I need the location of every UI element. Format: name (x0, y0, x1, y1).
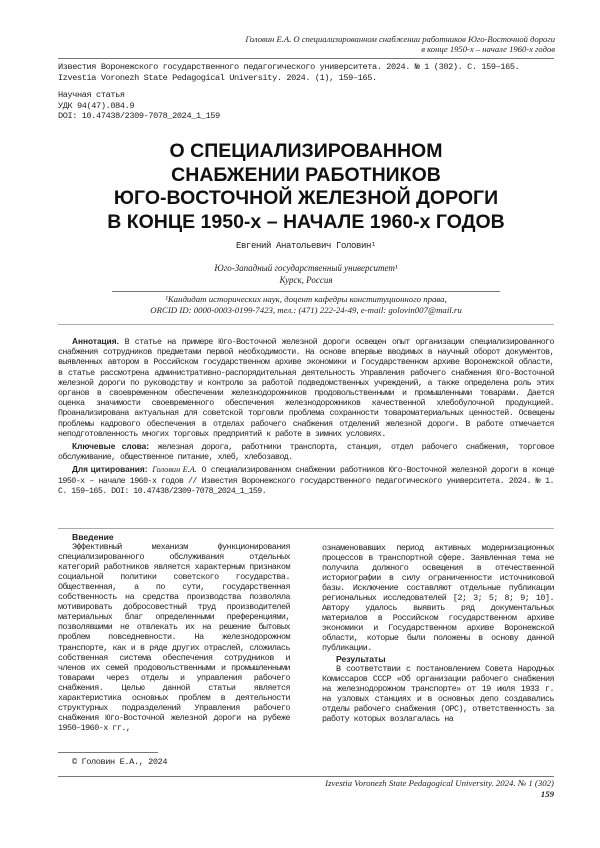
abstract (58, 336, 554, 440)
author-note-line2: ORCID ID: 0000-0003-0199-7423, тел.: (471) 222-24-49, e-mail: golovin007@mail.ru (150, 305, 462, 315)
keywords (58, 441, 554, 463)
source-citation (58, 62, 519, 83)
abstract-top-divider (58, 324, 554, 325)
citation-author: Головин Е.А. (152, 465, 197, 475)
header-divider (58, 58, 554, 59)
title-line-3: ЮГО-ВОСТОЧНОЙ ЖЕЛЕЗНОЙ ДОРОГИ (113, 187, 499, 209)
left-column (58, 532, 290, 733)
abstract-label: Аннотация. (72, 336, 119, 346)
abstract-text: В статье на примере Юго-Восточной железной дороги освещен опыт организации специализированного снабжения сотрудников предметами первой необходимости. На основе впервые вводимых в научный оборот документов, выявленных автором в Российском государственном архиве экономики и Государственном архиве Воронежской области, в статье рассмотрена административно-распорядительная деятельность Управления рабочего снабжения Юго-Восточной железной дороги по руководству и контролю за работой подведомственных учреждений, а также определена роль этих органов в своевременном обеспечении железнодорожников продовольственными и промышленными товарами. Дается оценка значимости своевременного обеспечения железнодорожников качественной хлебобулочной продукцией. Проанализирована актуальная для советской торговли проблема сохранности товароматериальных ценностей. Освещены проблемы кадрового обеспечения в отделах рабочего снабжения отделений железной дороги. В работе отмечается неподготовленность многих торговых предприятий к работе в зимних условиях. (58, 338, 554, 439)
copyright-footnote: © Головин Е.А., 2024 (72, 757, 168, 767)
continued-paragraph: ознаменовавших период активных модернизационных процессов в транспортной сфере. Заявленная тема не получила должного освещения в отечественной историографии в силу ограниченности источниковой базы. Исключение составляют отдельные публикации региональных исследователей [2; 3; 5; 8; 9; 10]. Автору удалось выявить ряд документальных материалов в Российском государственном архиве экономики и Государственном архиве Воронежской области, которые были положены в основу данной публикации. (322, 543, 554, 654)
author-note (58, 294, 554, 316)
abstract-block (58, 336, 554, 497)
udk: УДК 94(47).084.9 (58, 100, 135, 111)
running-head-line2: в конце 1950-х – начале 1960-х годов (421, 44, 555, 54)
running-head (150, 34, 555, 54)
citation (58, 464, 554, 497)
intro-heading: Введение (72, 532, 114, 542)
running-head-line1: Головин Е.А. О специализированном снабжении работников Юго-Восточной дороги (245, 34, 555, 44)
author-note-divider (112, 291, 500, 292)
doi: DOI: 10.47438/2309-7078_2024_1_159 (58, 111, 220, 121)
article-type: Научная статья (58, 90, 125, 100)
page-footer (150, 778, 554, 800)
affiliation-org: Юго-Западный государственный университет¹ (214, 263, 398, 273)
footnote-divider (58, 752, 158, 753)
abstract-bottom-divider (58, 528, 554, 529)
source-en: Izvestia Voronezh State Pedagogical University. 2024. (1), 159–165. (58, 72, 377, 83)
affiliation (58, 262, 554, 286)
author-note-line1: ¹Кандидат исторических наук, доцент кафедры конституционного права, (165, 294, 447, 304)
results-heading: Результаты (336, 653, 386, 664)
source-ru: Известия Воронежского государственного педагогического университета. 2024. № 1 (302). С. 159–165. (58, 62, 520, 72)
article-title (58, 140, 554, 234)
author-name: Евгений Анатольевич Головин¹ (235, 241, 377, 251)
citation-label: Для цитирования: (72, 464, 148, 475)
results-paragraph: В соответствии с постановлением Совета Народных Комиссаров СССР «Об организации рабочего снабжения на железнодорожном транспорте» от 19 июля 1933 г. на узловых станциях и в основных депо создавались отделы рабочего снабжения (ОРС), ответственность за работу которых возлагалась на (322, 663, 554, 724)
title-line-1: О СПЕЦИАЛИЗИРОВАННОМ (169, 140, 443, 162)
right-column (322, 543, 554, 724)
keywords-label: Ключевые слова: (72, 441, 150, 452)
footer-journal: Izvestia Voronezh State Pedagogical University. 2024. № 1 (302) (325, 778, 554, 788)
article-meta (58, 90, 220, 122)
citation-text: О специализированном снабжении работников Юго-Восточной железной дороги в конце 1950-х – начале 1960-х годов // Известия Воронежского государственного педагогического университета. 2024. № 1. С. 159–165. DOI: 10.47438/2309-7078_2024_1_159. (58, 466, 554, 496)
intro-paragraph: Эффективный механизм функционирования специализированного обслуживания отдельных категорий работников является характерным признаком социальной политики советского государства. Общественная, а по сути, государственная собственность на средства производства позволяла мотивировать добросовестный труд производителей материальных благ определенными преференциями, позволявшими не отвлекать их на решение бытовых проблем повседневности. На железнодорожном транспорте, как и в ряде других отраслей, сложилась собственная система обеспечения сотрудников и членов их семей продовольственными и промышленными товарами через отделы и управления рабочего снабжения. Целью данной статьи является характеристика основных проблем в деятельности структурных подразделений Управления рабочего снабжения Юго-Восточной железной дороги на рубеже 1950–1960-х гг., (58, 542, 290, 733)
keywords-text: железная дорога, работники транспорта, станция, отдел рабочего снабжения, торговое обслуживание, общественное питание, хлеб, хлебозавод. (58, 443, 554, 463)
title-line-2: СНАБЖЕНИИ РАБОТНИКОВ (171, 163, 441, 186)
page-number: 159 (540, 789, 554, 799)
affiliation-city: Курск, Россия (279, 275, 333, 285)
footer-divider (58, 776, 554, 777)
title-line-4: В КОНЦЕ 1950-х – НАЧАЛЕ 1960-х ГОДОВ (107, 210, 505, 233)
